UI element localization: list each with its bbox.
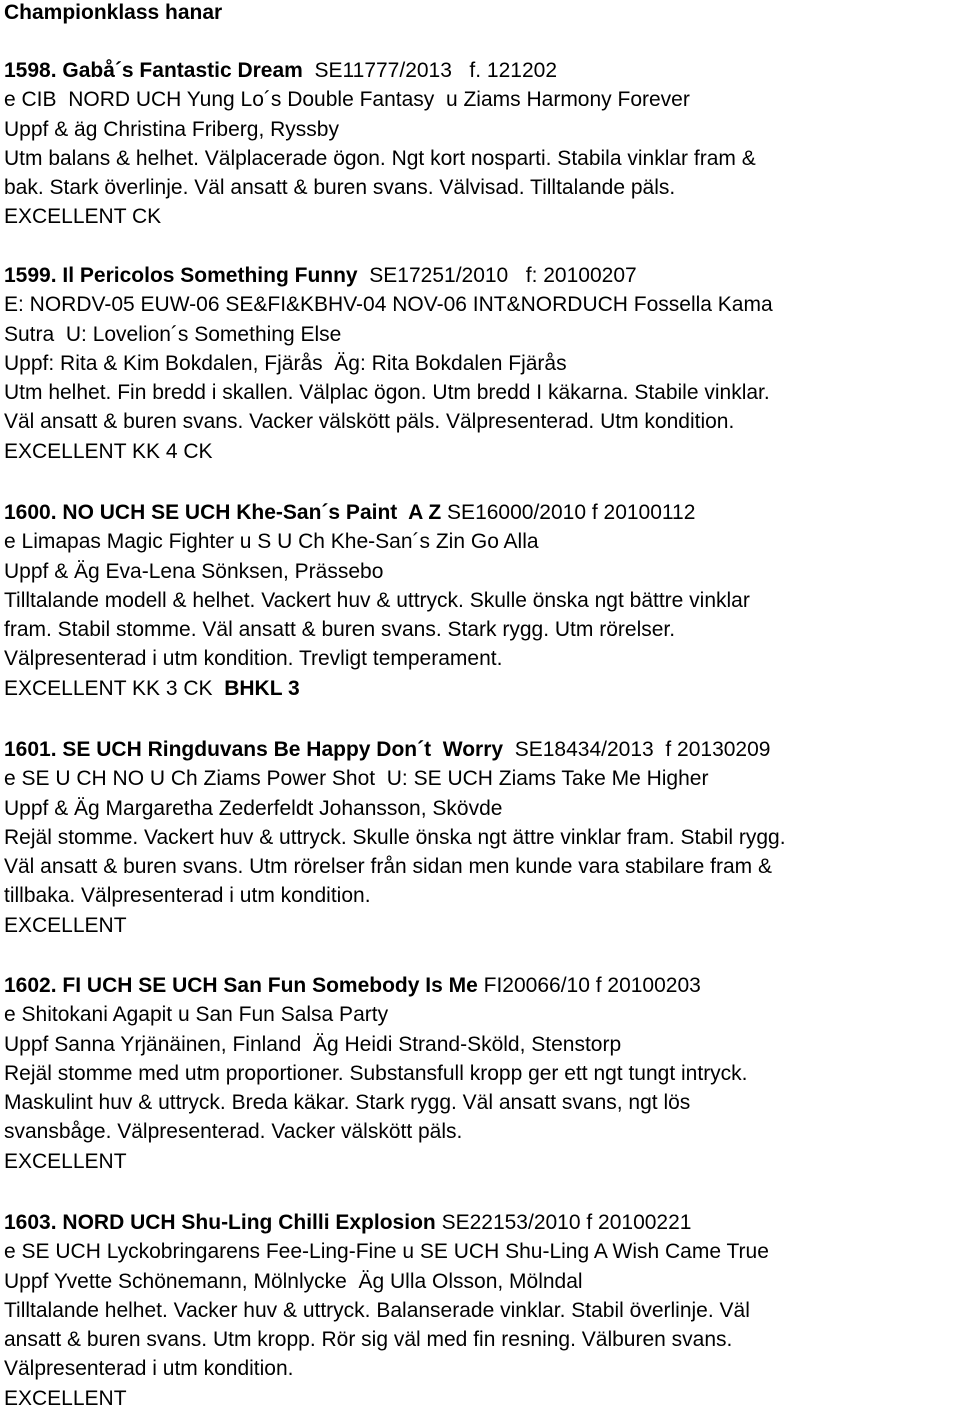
- entry-line: ansatt & buren svans. Utm kropp. Rör sig väl med fin resning. Välburen svans.: [4, 1328, 733, 1352]
- dog-name: Gabå´s Fantastic Dream: [62, 59, 303, 82]
- entry-result: EXCELLENT: [4, 1386, 127, 1410]
- entry-line: svansbåge. Välpresenterad. Vacker välskött päls.: [4, 1120, 463, 1144]
- entry-header: [4, 261, 960, 290]
- entry-result: EXCELLENT KK 4 CK: [4, 439, 213, 463]
- entry-1598: [4, 56, 960, 232]
- registration-info: SE17251/2010 f: 20100207: [357, 264, 637, 287]
- registration-info: FI20066/10 f 20100203: [477, 974, 701, 997]
- entry-header: [4, 971, 960, 1000]
- entry-line: fram. Stabil stomme. Väl ansatt & buren svans. Stark rygg. Utm rörelser.: [4, 618, 676, 642]
- entry-line: Väl ansatt & buren svans. Utm rörelser från sidan men kunde vara stabilare fram &: [4, 855, 773, 879]
- section-title: Championklass hanar: [4, 1, 223, 24]
- entry-number: 1603.: [4, 1211, 57, 1234]
- entry-line: Utm balans & helhet. Välplacerade ögon. Ngt kort nosparti. Stabila vinklar fram &: [4, 146, 756, 170]
- entry-line: bak. Stark överlinje. Väl ansatt & buren svans. Välvisad. Tilltalande päls.: [4, 176, 676, 200]
- entry-line: Rejäl stomme med utm proportioner. Substansfull kropp ger ett ngt tungt intryck.: [4, 1061, 748, 1085]
- entry-line: Uppf Yvette Schönemann, Mölnlycke Äg Ulla Olsson, Mölndal: [4, 1269, 583, 1293]
- entry-1603: [4, 1208, 960, 1413]
- entry-line: Sutra U: Lovelion´s Something Else: [4, 322, 342, 346]
- entry-line: Tilltalande helhet. Vacker huv & uttryck. Balanserade vinklar. Stabil överlinje. Väl: [4, 1298, 750, 1322]
- entry-1602: [4, 971, 960, 1176]
- entry-line: Välpresenterad i utm kondition.: [4, 1357, 294, 1381]
- entry-result: [4, 674, 960, 703]
- entry-1599: [4, 261, 960, 466]
- entry-line: Väl ansatt & buren svans. Vacker välskött päls. Välpresenterad. Utm kondition.: [4, 410, 735, 434]
- result-text: EXCELLENT KK 3 CK: [4, 676, 213, 700]
- entry-number: 1601.: [4, 738, 57, 761]
- entry-1600: [4, 498, 960, 703]
- dog-name: NORD UCH Shu-Ling Chilli Explosion: [62, 1211, 436, 1234]
- result-award: BHKL 3: [224, 676, 300, 700]
- entry-number: 1600.: [4, 501, 57, 524]
- entry-line: Uppf Sanna Yrjänäinen, Finland Äg Heidi Strand-Sköld, Stenstorp: [4, 1032, 622, 1056]
- registration-info: SE16000/2010 f 20100112: [441, 501, 696, 524]
- registration-info: SE18434/2013 f 20130209: [503, 738, 771, 761]
- dog-name: Il Pericolos Something Funny: [62, 264, 358, 287]
- entry-header: [4, 498, 960, 527]
- entry-line: e CIB NORD UCH Yung Lo´s Double Fantasy u Ziams Harmony Forever: [4, 88, 690, 112]
- entry-number: 1598.: [4, 59, 57, 82]
- entry-line: e Limapas Magic Fighter u S U Ch Khe-San´s Zin Go Alla: [4, 530, 539, 554]
- entry-line: Tilltalande modell & helhet. Vackert huv & uttryck. Skulle önska ngt bättre vinklar: [4, 588, 750, 612]
- entry-number: 1599.: [4, 264, 57, 287]
- entry-line: E: NORDV-05 EUW-06 SE&FI&KBHV-04 NOV-06 INT&NORDUCH Fossella Kama: [4, 293, 773, 317]
- entry-line: tillbaka. Välpresenterad i utm kondition.: [4, 884, 371, 908]
- entry-line: Utm helhet. Fin bredd i skallen. Välplac ögon. Utm bredd I käkarna. Stabile vinklar.: [4, 381, 770, 405]
- dog-name: NO UCH SE UCH Khe-San´s Paint A Z: [62, 501, 442, 524]
- dog-name: SE UCH Ringduvans Be Happy Don´t Worry: [62, 738, 504, 761]
- entry-line: e Shitokani Agapit u San Fun Salsa Party: [4, 1003, 389, 1027]
- entry-line: Uppf & Äg Eva-Lena Sönksen, Prässebo: [4, 559, 384, 583]
- entry-header: [4, 1208, 960, 1237]
- entry-line: e SE U CH NO U Ch Ziams Power Shot U: SE UCH Ziams Take Me Higher: [4, 767, 709, 791]
- registration-info: SE22153/2010 f 20100221: [435, 1211, 692, 1234]
- entry-result: EXCELLENT: [4, 913, 127, 937]
- dog-name: FI UCH SE UCH San Fun Somebody Is Me: [62, 974, 478, 997]
- entry-line: Uppf: Rita & Kim Bokdalen, Fjärås Äg: Rita Bokdalen Fjärås: [4, 351, 567, 375]
- entry-header: [4, 735, 960, 764]
- entry-line: Uppf & Äg Margaretha Zederfeldt Johansson, Skövde: [4, 796, 503, 820]
- entry-line: e SE UCH Lyckobringarens Fee-Ling-Fine u SE UCH Shu-Ling A Wish Came True: [4, 1240, 769, 1264]
- entry-line: Välpresenterad i utm kondition. Trevligt temperament.: [4, 647, 503, 671]
- entry-result: EXCELLENT CK: [4, 205, 162, 229]
- entry-header: [4, 56, 960, 85]
- entry-line: Maskulint huv & uttryck. Breda käkar. Stark rygg. Väl ansatt svans, ngt lös: [4, 1091, 691, 1115]
- entry-1601: [4, 735, 960, 940]
- entry-result: EXCELLENT: [4, 1149, 127, 1173]
- entry-line: Rejäl stomme. Vackert huv & uttryck. Skulle önska ngt ättre vinklar fram. Stabil rygg.: [4, 825, 786, 849]
- entry-line: Uppf & äg Christina Friberg, Ryssby: [4, 117, 339, 141]
- entry-number: 1602.: [4, 974, 57, 997]
- registration-info: SE11777/2013 f. 121202: [302, 59, 557, 82]
